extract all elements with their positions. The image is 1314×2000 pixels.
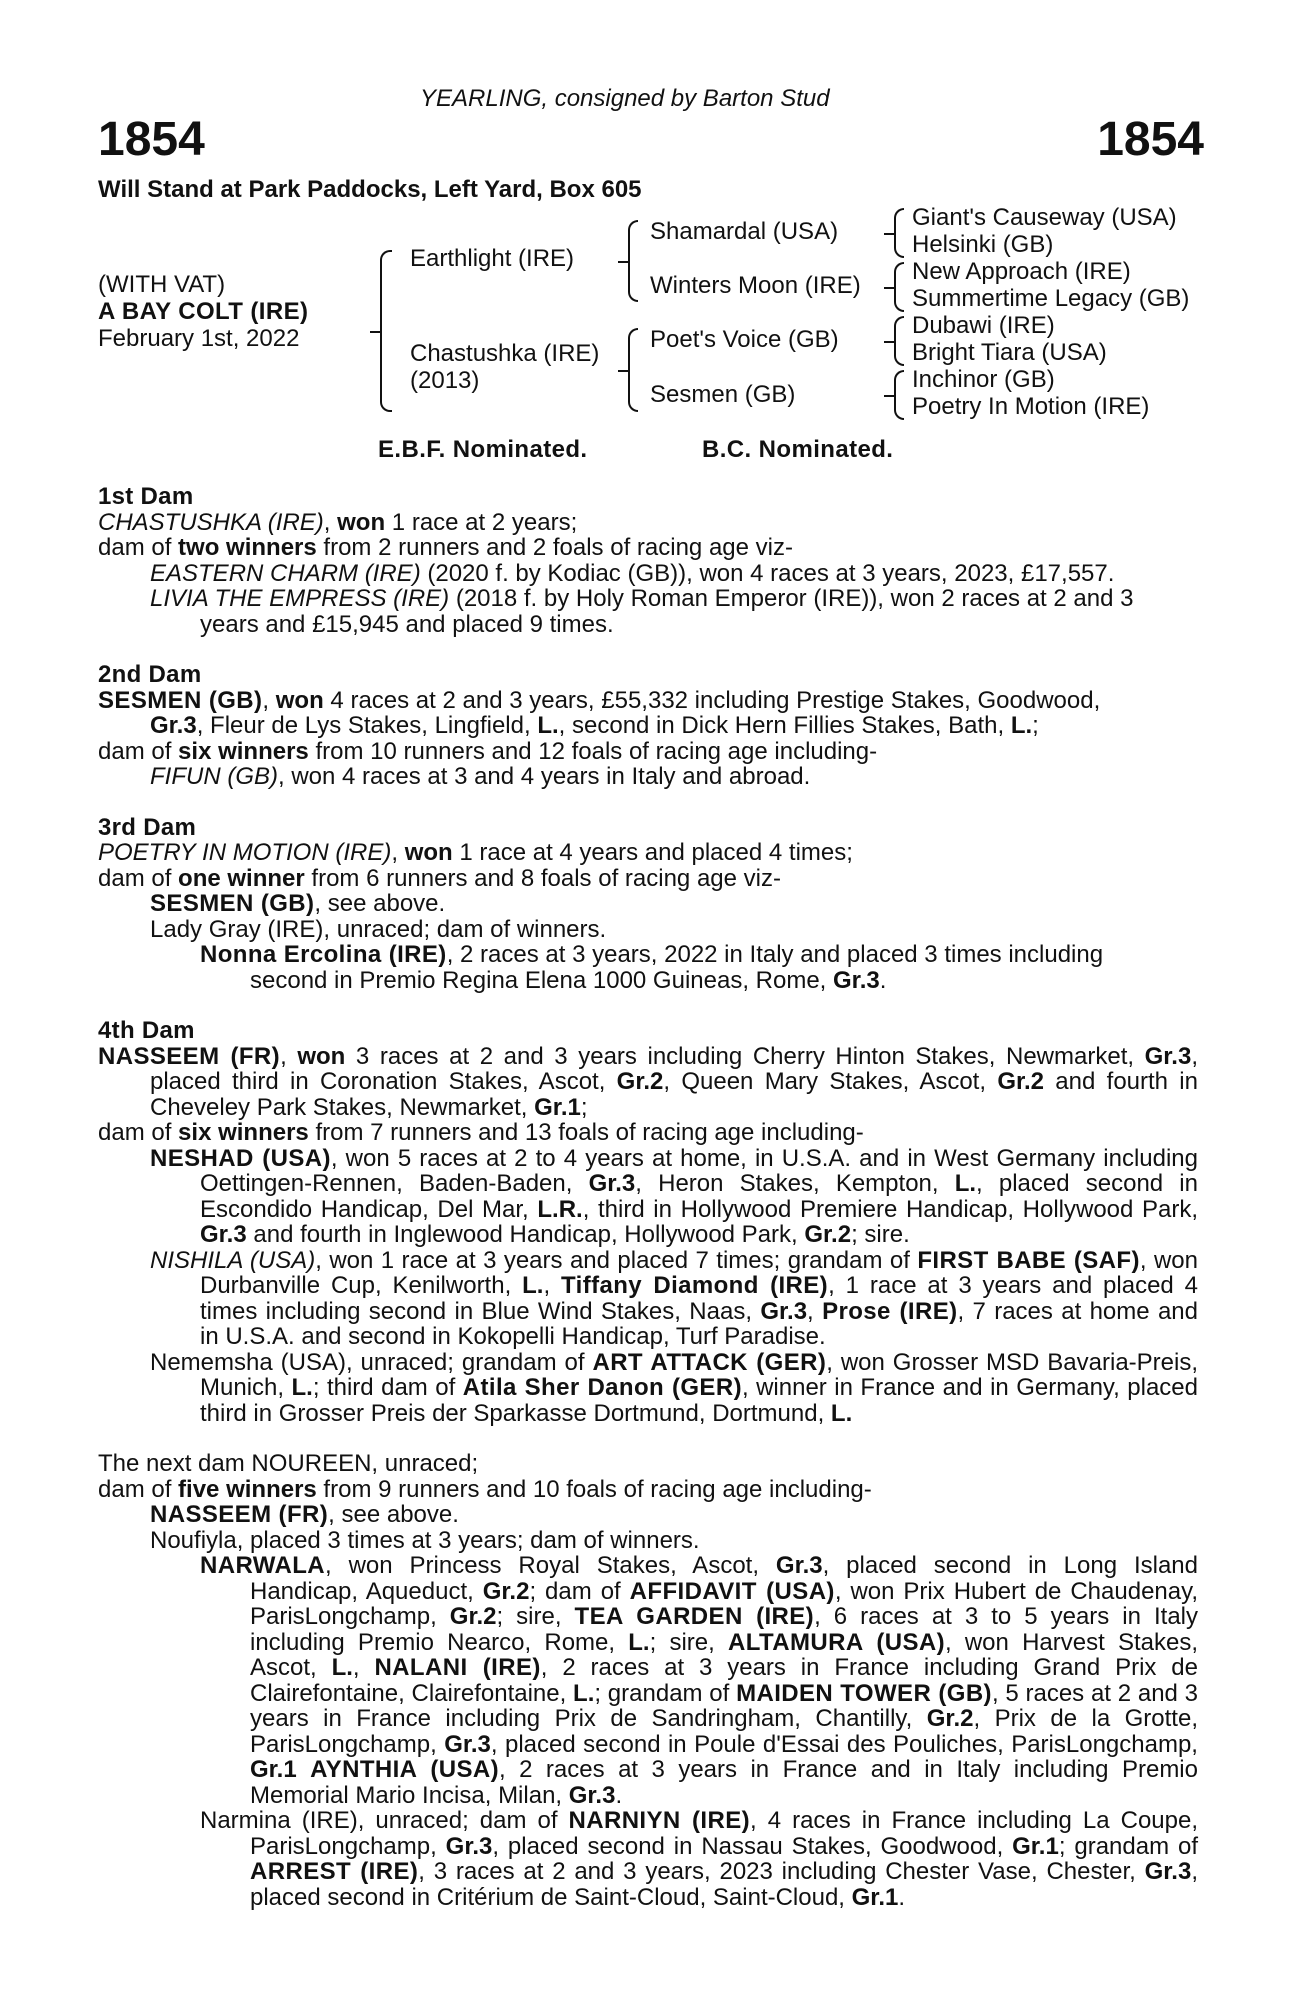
t: , 5 races at 2 and 3 years in France including Prix de Sandringham, Chantilly, xyxy=(250,1679,1198,1732)
listed: L. xyxy=(522,1272,544,1299)
t: , xyxy=(352,1654,375,1681)
t: , won Princess Royal Stakes, Ascot, xyxy=(325,1552,776,1579)
g6: Bright Tiara (USA) xyxy=(912,339,1107,366)
brace-g2 xyxy=(894,262,904,312)
grade: Gr.3 xyxy=(588,1170,636,1197)
listed: L. xyxy=(291,1374,313,1401)
dam3-name: POETRY IN MOTION (IRE) xyxy=(98,839,392,866)
g4: Summertime Legacy (GB) xyxy=(912,285,1190,312)
progeny-entry xyxy=(98,1553,1198,1808)
next-dam-winners: five winners xyxy=(178,1475,317,1503)
t: , Fleur de Lys Stakes, Lingfield, xyxy=(196,712,538,739)
grade: Gr.3 xyxy=(833,966,880,994)
catalogue-body: 1st Dam CHASTUSHKA (IRE), won 1 race at 2 years; dam of two winners from 2 runners and 2 foals of racing age viz- EASTERN CHARM (IRE) (2020 f. by Kodiac (GB)), won 4 races at 3 years, 2023, £17,557. LIVIA THE EMPRESS (IRE) (2018 f. by Holy Roman Emperor (IRE)), won 2 races at 2 and 3 years and £15,945 and placed 9 times. 2nd Dam SESMEN (GB), won 4 races at 2 and 3 years, £55,332 including Prestige Stakes, Goodwood, Gr.3, Fleur de Lys Stakes, Lingfield, L., second in Dick Hern Fillies Stakes, Bath, L.; dam of six winners from 10 runners and 12 foals of racing age including- FIFUN (GB), won 4 races at 3 and 4 years in Italy and abroad. 3rd Dam POETRY IN MOTION (IRE), won 1 race at 4 years and placed 4 times; dam of one winner from 6 runners and 8 foals of racing age viz- SESMEN (GB), see above. Lady Gray (IRE), unraced; dam of winners. Nonna Ercolina (IRE), 2 races at 3 years, 2022 in Italy and placed 3 times including second in Premio Regina Elena 1000 Guineas, Rome, Gr.3. 4th Dam NASSEEM (FR), won 3 races at 2 and 3 years including Cherry Hinton Stakes, Newmarket, Gr.3, placed third in Coronation Stakes, Ascot, Gr.2, Queen Mary Stakes, Ascot, Gr.2 and fourth in Cheveley Park Stakes, Newmarket, Gr.1; dam of six winners from 7 runners and 13 foals of racing age including- NESHAD (USA), won 5 races at 2 to 4 years at home, in U.S.A. and in West Germany including Oettingen-Rennen, Baden-Baden, Gr.3, Heron Stakes, Kempton, L., placed second in Escondido Handicap, Del Mar, L.R., third in Hollywood Premiere Handicap, Hollywood Park, Gr.3 and fourth in Inglewood Handicap, Hollywood Park, Gr.2; sire. NISHILA (USA), won 1 race at 3 years and placed 7 times; grandam of FIRST BABE (SAF), won Durbanville Cup, Kenilworth, L., Tiffany Diamond (IRE), 1 race at 3 years and placed 4 times including second in Blue Wind Stakes, Naas, Gr.3, Prose (IRE), 7 races at home and in U.S.A. and second in Kokopelli Handicap, Turf Paradise. Nememsha (USA), unraced; grandam of ART ATTACK (GER), won Grosser MSD Bavaria-Preis, Munich, L.; third dam of Atila Sher Danon (GER), winner in France and in Germany, placed third in Grosser Preis der Sparkasse Dortmund, Dortmund, L. The next dam NOUREEN, unraced; dam of five winners from 9 runners and 10 foals of racing age including- NASSEEM (FR), see above. Noufiyla, placed 3 times at 3 years; dam of winners. NARWALA, won Princess Royal Stakes, Ascot, Gr.3, placed second in Long Island Handicap, Aqueduct, Gr.2; dam of AFFIDAVIT (USA), won Prix Hubert de Chaudenay, ParisLongchamp, Gr.2; sire, TEA GARDEN (IRE), 6 races at 3 to 5 years in Italy including Premio Nearco, Rome, L.; sire, ALTAMURA (USA), won Harvest Stakes, Ascot, L., NALANI (IRE), 2 races at 3 years in France including Grand Prix de Clairefontaine, Clairefontaine, L.; grandam of MAIDEN TOWER (GB), 5 races at 2 and 3 years in France including Prix de Sandringham, Chantilly, Gr.2, Prix de la Grotte, ParisLongchamp, Gr.3, placed second in Poule d'Essai des Pouliches, ParisLongchamp, Gr.1 AYNTHIA (USA), 2 races at 3 years in France and in Italy including Premio Memorial Mario Incisa, Milan, Gr.3. Narmina (IRE), unraced; dam of NARNIYN (IRE), 4 races in France including La Coupe, ParisLongchamp, Gr.3, placed second in Nassau Stakes, Goodwood, Gr.1; grandam of ARREST (IRE), 3 races at 2 and 3 years, 2023 including Chester Vase, Chester, Gr.3, placed second in Critérium de Saint-Cloud, Saint-Cloud, Gr.1. xyxy=(98,483,1199,1911)
t: , 3 races at 2 and 3 years, 2023 including Chester Vase, Chester, xyxy=(418,1858,1145,1885)
grade: Gr.2 xyxy=(449,1603,497,1630)
brace-g1 xyxy=(894,208,904,258)
descendant-name: Prose (IRE) xyxy=(822,1297,958,1325)
progeny-record: (2018 f. by Holy Roman Emperor (IRE)), won 2 races at 2 and 3 xyxy=(449,585,1134,612)
progeny-entry xyxy=(98,1248,1198,1350)
grade: Gr.3 xyxy=(444,1730,491,1758)
progeny-name: EASTERN CHARM (IRE) xyxy=(150,559,421,587)
grade: Gr.3 xyxy=(200,1221,247,1248)
progeny-record: (2020 f. by Kodiac (GB)), won 4 races at 3 years, 2023, £17,557. xyxy=(420,559,1115,587)
g1: Giant's Causeway (USA) xyxy=(912,204,1177,231)
dam1-winners: two winners xyxy=(178,534,317,561)
progeny-line: Lady Gray (IRE), unraced; dam of winners. xyxy=(150,915,607,943)
grade: Gr.3 xyxy=(1144,1858,1192,1885)
t: , Prix de la Grotte, ParisLongchamp, xyxy=(250,1705,1198,1758)
t: , placed third in Coronation Stakes, Ascot, xyxy=(150,1042,1198,1095)
listed: L. xyxy=(830,1399,853,1427)
progeny-entry xyxy=(98,1350,1198,1427)
t: , see above. xyxy=(328,1501,459,1528)
t: ; sire, xyxy=(496,1603,575,1630)
progeny-name: Nonna Ercolina (IRE) xyxy=(200,941,447,968)
t: second in Premio Regina Elena 1000 Guineas, Rome, xyxy=(250,966,834,994)
t: , winner in France and in Germany, placed third in Grosser Preis der Sparkasse Dortmund, Dortmund, xyxy=(200,1374,1198,1427)
descendant-name: ART ATTACK (GER) xyxy=(592,1348,827,1376)
t: , won 5 races at 2 to 4 years at home, in U.S.A. and in West Germany including Oettingen-Rennen, Baden-Baden, xyxy=(200,1144,1198,1197)
t: . xyxy=(898,1883,906,1911)
t: , won Harvest Stakes, Ascot, xyxy=(250,1628,1198,1681)
t: 1 race at 4 years and placed 4 times; xyxy=(452,839,853,866)
descendant-name: AYNTHIA (USA) xyxy=(310,1756,500,1783)
t: , third in Hollywood Premiere Handicap, Hollywood Park, xyxy=(582,1195,1199,1223)
sire-dam: Winters Moon (IRE) xyxy=(650,272,861,299)
listed: L. xyxy=(331,1654,353,1681)
dam-year: (2013) xyxy=(410,367,480,394)
progeny-name: SESMEN (GB) xyxy=(150,890,315,917)
t: Narmina (IRE), unraced; dam of xyxy=(200,1807,569,1834)
t: from 10 runners and 12 foals of racing age including- xyxy=(308,737,878,765)
t: 3 races at 2 and 3 years including Cherry Hinton Stakes, Newmarket, xyxy=(345,1042,1145,1070)
sire-sire: Shamardal (USA) xyxy=(650,218,839,245)
lot-number-right: 1854 xyxy=(1097,113,1204,166)
next-dam: The next dam NOUREEN, unraced; xyxy=(98,1450,479,1477)
brace-g3 xyxy=(894,316,904,366)
g5: Dubawi (IRE) xyxy=(912,312,1055,339)
descendant-name: NARNIYN (IRE) xyxy=(568,1807,751,1834)
t: dam of xyxy=(98,1475,179,1503)
grade: Gr.1 xyxy=(851,1883,899,1911)
listed: L. xyxy=(573,1679,595,1707)
progeny-line: Noufiyla, placed 3 times at 3 years; dam of winners. xyxy=(150,1526,700,1554)
t: , Heron Stakes, Kempton, xyxy=(635,1170,955,1197)
dam-dam: Sesmen (GB) xyxy=(650,381,796,408)
brace-parents xyxy=(380,250,392,412)
t: , 4 races in France including La Coupe, ParisLongchamp, xyxy=(250,1807,1199,1860)
grade: Gr.3 xyxy=(445,1832,493,1860)
dam4-name: NASSEEM (FR) xyxy=(98,1042,281,1070)
listed: L.R. xyxy=(537,1195,583,1223)
grade: Gr.2 xyxy=(997,1068,1045,1095)
descendant-name: Atila Sher Danon (GER) xyxy=(462,1374,742,1401)
t: , 2 races at 3 years, 2022 in Italy and placed 3 times including xyxy=(446,941,1104,968)
descendant-name: TEA GARDEN (IRE) xyxy=(574,1603,815,1630)
t: , 1 race at 3 years and placed 4 times including second in Blue Wind Stakes, Naas, xyxy=(200,1272,1198,1325)
listed: L. xyxy=(954,1170,977,1197)
listed: L. xyxy=(1010,712,1033,739)
grade: Gr.1 xyxy=(534,1093,581,1121)
t: Nememsha (USA), unraced; grandam of xyxy=(150,1348,593,1376)
g8: Poetry In Motion (IRE) xyxy=(912,393,1150,420)
t: dam of xyxy=(98,737,179,765)
descendant-name: NALANI (IRE) xyxy=(374,1654,541,1681)
descendant-name: MAIDEN TOWER (GB) xyxy=(736,1679,992,1707)
g3: New Approach (IRE) xyxy=(912,258,1131,285)
heading-1st-dam: 1st Dam xyxy=(98,483,194,510)
t: , xyxy=(543,1272,562,1299)
location: Will Stand at Park Paddocks, Left Yard, Box 605 xyxy=(98,176,642,203)
sire: Earthlight (IRE) xyxy=(410,245,575,272)
progeny-record-cont: years and £15,945 and placed 9 times. xyxy=(200,610,614,638)
t: , placed second in Nassau Stakes, Goodwood, xyxy=(492,1832,1013,1860)
t: , won 4 races at 3 and 4 years in Italy and abroad. xyxy=(277,763,811,790)
progeny-name: LIVIA THE EMPRESS (IRE) xyxy=(150,585,450,612)
listed: L. xyxy=(628,1628,650,1656)
dam4-record xyxy=(98,1044,1198,1121)
t: dam of xyxy=(98,534,179,561)
t: , placed second in Critérium de Saint-Cloud, Saint-Cloud, xyxy=(250,1858,1198,1911)
t: , 2 races at 3 years in France including Grand Prix de Clairefontaine, Clairefontaine, xyxy=(250,1654,1198,1707)
progeny-entry xyxy=(98,1146,1198,1248)
dam1-record: 1 race at 2 years; xyxy=(385,508,578,536)
descendant-name: ARREST (IRE) xyxy=(250,1858,419,1885)
grade: Gr.3 xyxy=(150,712,197,739)
bc-nomination: B.C. Nominated. xyxy=(702,436,894,463)
t: , 6 races at 3 to 5 years in Italy including Premio Nearco, Rome, xyxy=(250,1603,1199,1656)
t: and fourth in Inglewood Handicap, Hollywood Park, xyxy=(246,1221,805,1248)
dam3-winners: one winner xyxy=(178,864,305,892)
grade: Gr.2 xyxy=(804,1221,852,1248)
dam: Chastushka (IRE) xyxy=(410,340,600,367)
t: ; third dam of xyxy=(312,1374,463,1401)
t: , second in Dick Hern Fillies Stakes, Bath, xyxy=(558,712,1011,739)
t: and fourth in Cheveley Park Stakes, Newmarket, xyxy=(150,1068,1198,1121)
t: ; dam of xyxy=(529,1577,630,1605)
descendant-name: FIRST BABE (SAF) xyxy=(917,1246,1140,1274)
t: ; grandam of xyxy=(1058,1832,1198,1860)
progeny-name: NESHAD (USA) xyxy=(150,1144,331,1172)
grade: Gr.1 xyxy=(250,1756,297,1783)
descendant-name: AFFIDAVIT (USA) xyxy=(629,1577,835,1605)
t: , Queen Mary Stakes, Ascot, xyxy=(663,1068,998,1095)
dam-sire: Poet's Voice (GB) xyxy=(650,326,839,353)
t: , xyxy=(807,1297,823,1325)
t: dam of xyxy=(98,1119,179,1146)
dam2-name: SESMEN (GB) xyxy=(98,686,263,714)
t: , placed second in Escondido Handicap, Del Mar, xyxy=(200,1170,1198,1223)
t: 4 races at 2 and 3 years, £55,332 including Prestige Stakes, Goodwood, xyxy=(323,686,1101,714)
dam2-won: won xyxy=(275,686,324,714)
t: ; grandam of xyxy=(594,1679,737,1707)
t: , won 1 race at 3 years and placed 7 times; grandam of xyxy=(315,1246,918,1274)
dam2-winners: six winners xyxy=(178,737,309,765)
g7: Inchinor (GB) xyxy=(912,366,1055,393)
grade: Gr.2 xyxy=(926,1705,974,1732)
brace-sire xyxy=(628,220,638,302)
ebf-nomination: E.B.F. Nominated. xyxy=(378,436,588,463)
descendant-name: ALTAMURA (USA) xyxy=(728,1628,945,1656)
horse-name: A BAY COLT (IRE) xyxy=(98,298,309,325)
t: , 2 races at 3 years in France and in Italy including Premio Memorial Mario Incisa, Milan, xyxy=(250,1756,1198,1809)
t: , placed second in Poule d'Essai des Pouliches, ParisLongchamp, xyxy=(490,1730,1198,1758)
t: . xyxy=(615,1781,623,1809)
t: , xyxy=(262,686,276,714)
grade: Gr.2 xyxy=(482,1577,530,1605)
dam1-won: won xyxy=(337,508,386,536)
progeny-name: FIFUN (GB) xyxy=(150,763,278,790)
t: , 7 races at home and in U.S.A. and second in Kokopelli Handicap, Turf Paradise. xyxy=(200,1297,1199,1350)
horse-dob: February 1st, 2022 xyxy=(98,325,300,352)
progeny-name: NISHILA (USA) xyxy=(150,1246,316,1274)
t xyxy=(297,1756,310,1783)
dam4-winners: six winners xyxy=(178,1119,309,1146)
t: from 2 runners and 2 foals of racing age viz- xyxy=(316,534,793,561)
t: dam of xyxy=(98,864,179,892)
grade: Gr.3 xyxy=(760,1297,808,1325)
brace-g4 xyxy=(894,370,904,420)
t: . xyxy=(879,966,887,994)
t: from 6 runners and 8 foals of racing age viz- xyxy=(304,864,781,892)
t: , won Durbanville Cup, Kenilworth, xyxy=(200,1246,1198,1299)
t: ; xyxy=(1032,712,1039,739)
dam1-name: CHASTUSHKA (IRE) xyxy=(98,508,324,536)
heading-3rd-dam: 3rd Dam xyxy=(98,813,197,841)
g2: Helsinki (GB) xyxy=(912,231,1054,258)
vat-note: (WITH VAT) xyxy=(98,271,226,298)
descendant-name: Tiffany Diamond (IRE) xyxy=(561,1272,829,1299)
grade: Gr.3 xyxy=(568,1781,616,1809)
t: , won Prix Hubert de Chaudenay, ParisLongchamp, xyxy=(250,1577,1198,1630)
grade: Gr.2 xyxy=(616,1068,664,1095)
heading-2nd-dam: 2nd Dam xyxy=(98,661,202,688)
t: , see above. xyxy=(314,890,446,917)
grade: Gr.3 xyxy=(775,1552,823,1579)
progeny-name: NASSEEM (FR) xyxy=(150,1501,329,1528)
t: from 9 runners and 10 foals of racing age including- xyxy=(316,1475,872,1503)
t: , won Grosser MSD Bavaria-Preis, Munich, xyxy=(200,1348,1199,1401)
grade: Gr.3 xyxy=(1144,1042,1192,1070)
t: ; sire. xyxy=(851,1221,910,1248)
lot-number-left: 1854 xyxy=(98,113,205,166)
dam4-won: won xyxy=(297,1042,346,1070)
progeny-entry xyxy=(98,1808,1198,1910)
t: , placed second in Long Island Handicap, Aqueduct, xyxy=(250,1552,1199,1605)
t: ; xyxy=(580,1093,588,1121)
descendant-name: NARWALA xyxy=(200,1552,326,1579)
t: ; sire, xyxy=(649,1628,728,1656)
grade: Gr.1 xyxy=(1012,1832,1059,1860)
dam3-won: won xyxy=(404,839,453,866)
t: , xyxy=(391,839,405,866)
t: , xyxy=(280,1042,298,1070)
heading-4th-dam: 4th Dam xyxy=(98,1017,195,1044)
t: from 7 runners and 13 foals of racing age including- xyxy=(308,1119,864,1146)
brace-dam xyxy=(628,328,638,412)
consignment-title: YEARLING, consigned by Barton Stud xyxy=(420,85,830,112)
listed: L. xyxy=(537,712,559,739)
